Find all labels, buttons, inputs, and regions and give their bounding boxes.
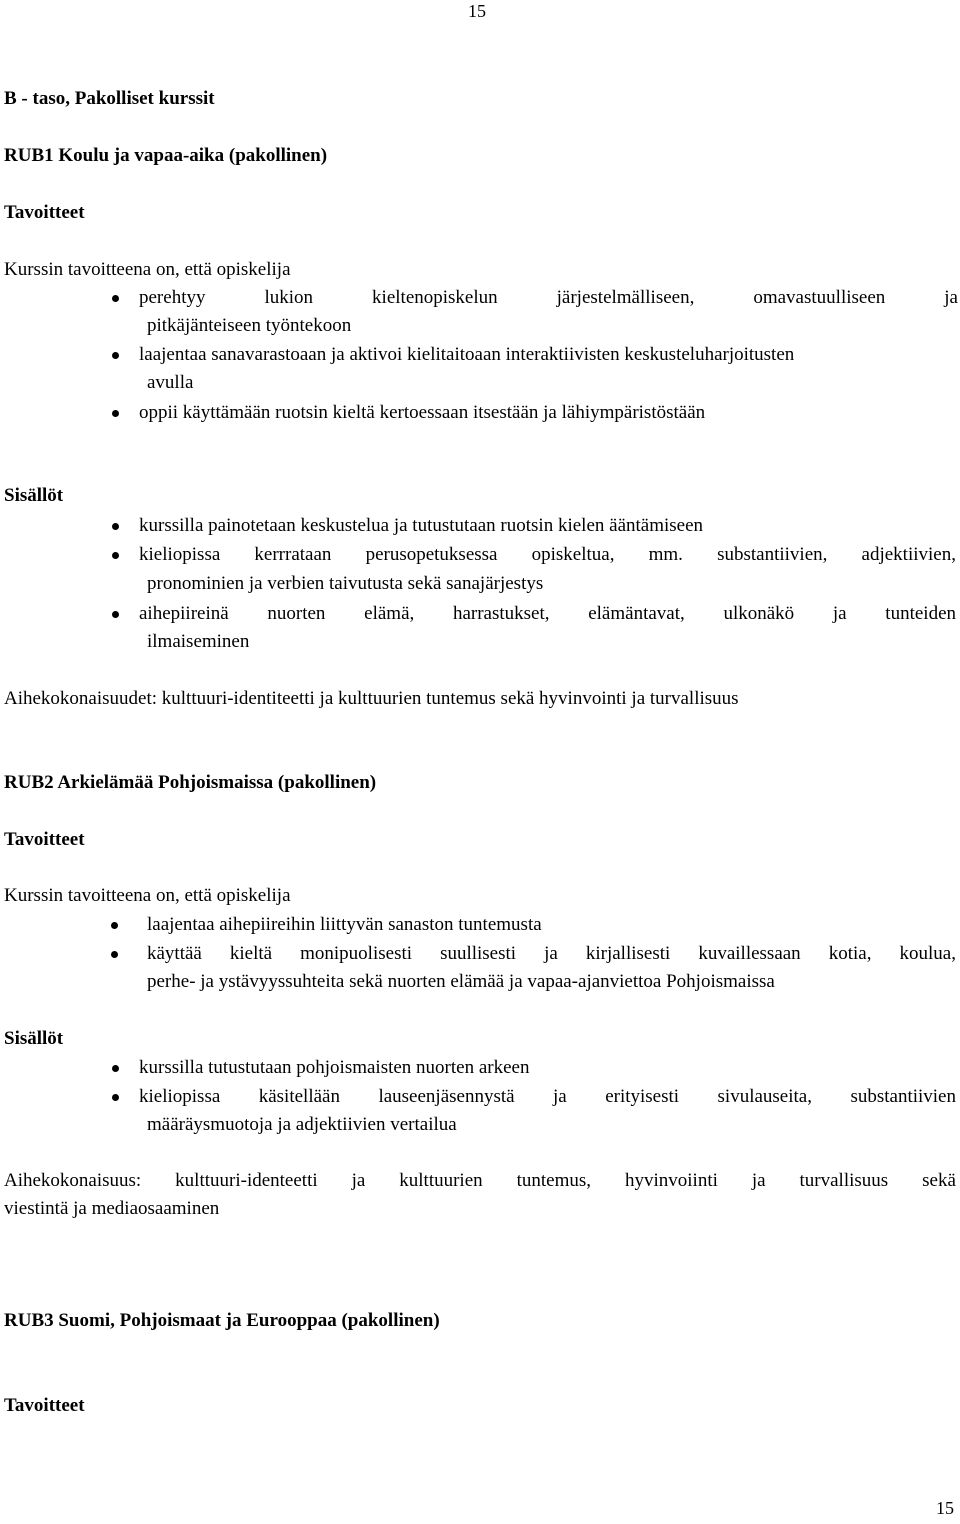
bullet-icon [112,611,119,618]
list-item-line2: perhe- ja ystävyyssuhteita sekä nuorten elämää ja vapaa-ajanviettoa Pohjoismaissa [147,971,775,992]
bullet-icon [111,951,118,958]
page-number-top: 15 [468,1,486,21]
list-item-line1: kieliopissa kerrrataan perusopetuksessa opiskeltua, mm. substantiivien, adjektiivien, [139,544,956,565]
bullet-icon [112,1094,119,1101]
bullet-icon [112,295,119,302]
rub2-goals-intro: Kurssin tavoitteena on, että opiskelija [4,885,291,906]
rub1-title: RUB1 Koulu ja vapaa-aika (pakollinen) [4,145,328,166]
list-item-line1: aihepiireinä nuorten elämä, harrastukset, elämäntavat, ulkonäkö ja tunteiden [139,603,956,624]
rub1-goals-heading: Tavoitteet [4,202,85,223]
list-item-line1: oppii käyttämään ruotsin kieltä kertoessaan itsestään ja lähiympäristöstään [139,402,706,423]
list-item-line2: ilmaiseminen [147,631,250,652]
list-item-line1: kurssilla painotetaan keskustelua ja tutustutaan ruotsin kielen ääntämiseen [139,515,704,536]
list-item-line1: perehtyy lukion kieltenopiskelun järjestelmälliseen, omavastuulliseen ja [139,287,958,308]
section-heading: B - taso, Pakolliset kurssit [4,88,215,109]
list-item-line1: kieliopissa käsitellään lauseenjäsennystä ja erityisesti sivulauseita, substantiivien [139,1086,956,1107]
rub2-contents-heading: Sisällöt [4,1028,64,1049]
bullet-icon [112,352,119,359]
rub3-title: RUB3 Suomi, Pohjoismaat ja Eurooppaa (pakollinen) [4,1310,440,1331]
rub2-themes-line1: Aihekokonaisuus: kulttuuri-identeetti ja kulttuurien tuntemus, hyvinvoiinti ja turvallisuus sekä [4,1170,956,1191]
bullet-icon [112,1065,119,1072]
bullet-icon [112,552,119,559]
rub2-title: RUB2 Arkielämää Pohjoismaissa (pakollinen) [4,772,377,793]
bullet-icon [112,523,119,530]
list-item-line2: pronominien ja verbien taivutusta sekä sanajärjestys [147,573,544,594]
bullet-icon [111,922,118,929]
rub1-themes: Aihekokonaisuudet: kulttuuri-identiteetti ja kulttuurien tuntemus sekä hyvinvointi ja turvallisuus [4,688,739,709]
bullet-icon [112,410,119,417]
list-item-line1: käyttää kieltä monipuolisesti suullisesti ja kirjallisesti kuvaillessaan kotia, koulua, [147,943,956,964]
list-item-line2: määräysmuotoja ja adjektiivien vertailua [147,1114,457,1135]
rub1-contents-heading: Sisällöt [4,485,64,506]
page-number-bottom: 15 [936,1498,954,1518]
rub2-themes-line2: viestintä ja mediaosaaminen [4,1198,220,1219]
list-item-line2: pitkäjänteiseen työntekoon [147,315,352,336]
list-item-line1: kurssilla tutustutaan pohjoismaisten nuorten arkeen [139,1057,530,1078]
list-item-line1: laajentaa sanavarastoaan ja aktivoi kielitaitoaan interaktiivisten keskusteluharjoitusten [139,344,795,365]
rub2-goals-heading: Tavoitteet [4,829,85,850]
rub3-goals-heading: Tavoitteet [4,1395,85,1416]
list-item-line2: avulla [147,372,194,393]
rub1-goals-intro: Kurssin tavoitteena on, että opiskelija [4,259,291,280]
list-item-line1: laajentaa aihepiireihin liittyvän sanaston tuntemusta [147,914,542,935]
